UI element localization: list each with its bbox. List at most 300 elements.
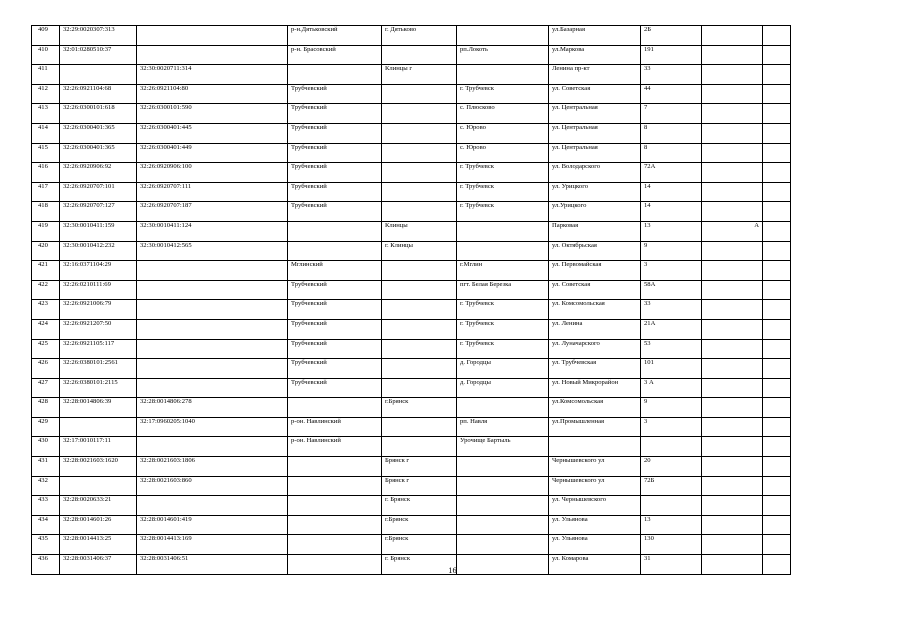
cadastral-number-cell: 32:16:0371104:29 <box>60 261 137 281</box>
cadastral-number-cell: 32:26:0300401:365 <box>60 143 137 163</box>
settlement-cell: рп. Навля <box>457 417 549 437</box>
table-row <box>32 202 791 222</box>
house-number-cell: 20 <box>641 457 702 477</box>
extra-cell <box>763 241 791 261</box>
house-number-cell: 8 <box>641 143 702 163</box>
street-cell <box>549 437 641 457</box>
cadastral-number-cell: 32:26:0920707:127 <box>60 202 137 222</box>
house-number-cell: 14 <box>641 182 702 202</box>
district-cell: Трубчевский <box>288 202 382 222</box>
building-number-cell <box>137 319 288 339</box>
building-letter-cell <box>702 123 763 143</box>
settlement-cell: г.Мглин <box>457 261 549 281</box>
building-number-cell: 32:30:0010411:124 <box>137 221 288 241</box>
building-number-cell: 32:28:0014806:278 <box>137 398 288 418</box>
street-cell: ул. Центральная <box>549 104 641 124</box>
street-cell: ул. Ульянова <box>549 515 641 535</box>
district-cell: Трубчевский <box>288 84 382 104</box>
street-cell: ул. Комарова <box>549 555 641 575</box>
building-letter-cell <box>702 476 763 496</box>
building-letter-cell <box>702 300 763 320</box>
street-cell: ул. Советская <box>549 84 641 104</box>
street-cell: ул. Володарского <box>549 163 641 183</box>
district-cell: Трубчевский <box>288 143 382 163</box>
building-letter-cell <box>702 26 763 46</box>
house-number-cell: 72А <box>641 163 702 183</box>
settlement-cell: г. Трубчевск <box>457 319 549 339</box>
registry-table-container <box>31 25 790 575</box>
settlement-cell: пгт. Белая Березка <box>457 280 549 300</box>
cadastral-number-cell: 32:26:0921207:50 <box>60 319 137 339</box>
district-cell: Трубчевский <box>288 280 382 300</box>
building-number-cell <box>137 496 288 516</box>
settlement-cell: с. Юрово <box>457 123 549 143</box>
table-row <box>32 339 791 359</box>
street-cell: ул. Центральная <box>549 123 641 143</box>
row-number-cell: 418 <box>32 202 60 222</box>
house-number-cell: 13 <box>641 221 702 241</box>
city-cell <box>382 359 457 379</box>
building-number-cell <box>137 45 288 65</box>
city-cell: Клинцы <box>382 221 457 241</box>
city-cell: г. Брянск <box>382 555 457 575</box>
building-letter-cell <box>702 359 763 379</box>
extra-cell <box>763 261 791 281</box>
row-number-cell: 410 <box>32 45 60 65</box>
house-number-cell: 33 <box>641 300 702 320</box>
table-row <box>32 163 791 183</box>
row-number-cell: 425 <box>32 339 60 359</box>
extra-cell <box>763 104 791 124</box>
building-letter-cell <box>702 457 763 477</box>
table-row <box>32 378 791 398</box>
settlement-cell: г. Трубчевск <box>457 163 549 183</box>
building-letter-cell <box>702 104 763 124</box>
settlement-cell <box>457 457 549 477</box>
table-row <box>32 496 791 516</box>
street-cell: ул.Комсомольская <box>549 398 641 418</box>
cadastral-number-cell: 32:30:0010411:159 <box>60 221 137 241</box>
row-number-cell: 412 <box>32 84 60 104</box>
house-number-cell <box>641 437 702 457</box>
row-number-cell: 433 <box>32 496 60 516</box>
table-row <box>32 535 791 555</box>
building-letter-cell <box>702 45 763 65</box>
cadastral-number-cell: 32:26:0921104:68 <box>60 84 137 104</box>
extra-cell <box>763 65 791 85</box>
table-row <box>32 437 791 457</box>
table-row <box>32 280 791 300</box>
table-row <box>32 476 791 496</box>
building-number-cell: 32:26:0300101:590 <box>137 104 288 124</box>
row-number-cell: 436 <box>32 555 60 575</box>
building-letter-cell <box>702 241 763 261</box>
row-number-cell: 420 <box>32 241 60 261</box>
house-number-cell: 7 <box>641 104 702 124</box>
cadastral-number-cell: 32:28:0014601:26 <box>60 515 137 535</box>
building-letter-cell <box>702 163 763 183</box>
street-cell: ул.Базарная <box>549 26 641 46</box>
house-number-cell: 13 <box>641 515 702 535</box>
street-cell: ул.Урицкого <box>549 202 641 222</box>
house-number-cell: 101 <box>641 359 702 379</box>
table-row <box>32 319 791 339</box>
city-cell: г. Брянск <box>382 496 457 516</box>
row-number-cell: 434 <box>32 515 60 535</box>
table-row <box>32 104 791 124</box>
settlement-cell: Урочище Бартыль <box>457 437 549 457</box>
house-number-cell: 14 <box>641 202 702 222</box>
row-number-cell: 426 <box>32 359 60 379</box>
cadastral-number-cell: 32:28:0020633:21 <box>60 496 137 516</box>
house-number-cell: 21А <box>641 319 702 339</box>
house-number-cell: 3 <box>641 417 702 437</box>
cadastral-number-cell: 32:26:0920906:92 <box>60 163 137 183</box>
city-cell <box>382 84 457 104</box>
table-row <box>32 417 791 437</box>
cadastral-number-cell: 32:26:0300101:618 <box>60 104 137 124</box>
building-letter-cell <box>702 515 763 535</box>
extra-cell <box>763 300 791 320</box>
city-cell <box>382 182 457 202</box>
city-cell: Брянск г <box>382 457 457 477</box>
row-number-cell: 423 <box>32 300 60 320</box>
settlement-cell <box>457 496 549 516</box>
city-cell: Клинцы г <box>382 65 457 85</box>
district-cell: Трубчевский <box>288 182 382 202</box>
building-number-cell: 32:26:0920707:187 <box>137 202 288 222</box>
extra-cell <box>763 535 791 555</box>
street-cell: Парковая <box>549 221 641 241</box>
street-cell: ул. Комсомольская <box>549 300 641 320</box>
building-number-cell: 32:26:0920906:100 <box>137 163 288 183</box>
row-number-cell: 432 <box>32 476 60 496</box>
settlement-cell <box>457 26 549 46</box>
extra-cell <box>763 437 791 457</box>
table-row <box>32 398 791 418</box>
street-cell: ул. Урицкого <box>549 182 641 202</box>
building-letter-cell <box>702 202 763 222</box>
row-number-cell: 428 <box>32 398 60 418</box>
district-cell: р-он. Навлинский <box>288 417 382 437</box>
cadastral-number-cell: 32:28:0014806:39 <box>60 398 137 418</box>
building-number-cell: 32:28:0031406:51 <box>137 555 288 575</box>
extra-cell <box>763 202 791 222</box>
building-number-cell <box>137 378 288 398</box>
house-number-cell: 8 <box>641 123 702 143</box>
street-cell: ул. Чернышевского <box>549 496 641 516</box>
table-body <box>32 26 791 575</box>
cadastral-number-cell: 32:26:0920707:101 <box>60 182 137 202</box>
settlement-cell: г. Трубчевск <box>457 182 549 202</box>
building-number-cell: 32:17:0960205:1040 <box>137 417 288 437</box>
building-letter-cell: А <box>702 221 763 241</box>
district-cell <box>288 398 382 418</box>
row-number-cell: 431 <box>32 457 60 477</box>
city-cell <box>382 280 457 300</box>
city-cell <box>382 300 457 320</box>
cadastral-number-cell: 32:28:0021603:1620 <box>60 457 137 477</box>
building-letter-cell <box>702 84 763 104</box>
row-number-cell: 415 <box>32 143 60 163</box>
house-number-cell: 72Б <box>641 476 702 496</box>
extra-cell <box>763 123 791 143</box>
row-number-cell: 430 <box>32 437 60 457</box>
table-row <box>32 26 791 46</box>
street-cell: ул. Центральная <box>549 143 641 163</box>
settlement-cell <box>457 535 549 555</box>
settlement-cell: г. Трубчевск <box>457 202 549 222</box>
street-cell: ул. Первомайская <box>549 261 641 281</box>
settlement-cell: г. Трубчевск <box>457 300 549 320</box>
cadastral-number-cell: 32:26:0210111:69 <box>60 280 137 300</box>
district-cell: р-н. Брасовский <box>288 45 382 65</box>
extra-cell <box>763 476 791 496</box>
street-cell: ул. Октябрьская <box>549 241 641 261</box>
building-number-cell: 32:26:0921104:80 <box>137 84 288 104</box>
district-cell <box>288 476 382 496</box>
district-cell <box>288 241 382 261</box>
city-cell <box>382 123 457 143</box>
building-letter-cell <box>702 65 763 85</box>
cadastral-number-cell <box>60 476 137 496</box>
district-cell: Трубчевский <box>288 378 382 398</box>
row-number-cell: 424 <box>32 319 60 339</box>
settlement-cell: с. Юрово <box>457 143 549 163</box>
city-cell <box>382 202 457 222</box>
building-letter-cell <box>702 417 763 437</box>
cadastral-number-cell <box>60 65 137 85</box>
row-number-cell: 417 <box>32 182 60 202</box>
row-number-cell: 427 <box>32 378 60 398</box>
cadastral-number-cell: 32:26:0300401:365 <box>60 123 137 143</box>
house-number-cell: 191 <box>641 45 702 65</box>
building-number-cell: 32:28:0014413:169 <box>137 535 288 555</box>
city-cell: г. Дятьково <box>382 26 457 46</box>
settlement-cell <box>457 241 549 261</box>
page-number: 16 <box>448 565 457 575</box>
city-cell <box>382 143 457 163</box>
district-cell <box>288 535 382 555</box>
settlement-cell: д. Городцы <box>457 359 549 379</box>
district-cell: Трубчевский <box>288 359 382 379</box>
extra-cell <box>763 339 791 359</box>
row-number-cell: 411 <box>32 65 60 85</box>
district-cell: Трубчевский <box>288 339 382 359</box>
table-row <box>32 241 791 261</box>
building-letter-cell <box>702 437 763 457</box>
table-row <box>32 359 791 379</box>
city-cell <box>382 437 457 457</box>
building-number-cell <box>137 359 288 379</box>
extra-cell <box>763 84 791 104</box>
building-number-cell: 32:28:0021603:860 <box>137 476 288 496</box>
district-cell: Трубчевский <box>288 123 382 143</box>
house-number-cell: 3 А <box>641 378 702 398</box>
street-cell: ул.Промышленная <box>549 417 641 437</box>
street-cell: Чернышевского ул <box>549 476 641 496</box>
extra-cell <box>763 457 791 477</box>
settlement-cell: д. Городцы <box>457 378 549 398</box>
settlement-cell <box>457 65 549 85</box>
district-cell: Мглинский <box>288 261 382 281</box>
house-number-cell: 44 <box>641 84 702 104</box>
row-number-cell: 435 <box>32 535 60 555</box>
building-number-cell: 32:30:0020711:314 <box>137 65 288 85</box>
table-row <box>32 261 791 281</box>
row-number-cell: 413 <box>32 104 60 124</box>
district-cell: р-он. Навлинский <box>288 437 382 457</box>
settlement-cell <box>457 515 549 535</box>
building-number-cell <box>137 26 288 46</box>
extra-cell <box>763 182 791 202</box>
table-row <box>32 221 791 241</box>
extra-cell <box>763 163 791 183</box>
street-cell: ул. Луначарского <box>549 339 641 359</box>
table-row <box>32 123 791 143</box>
building-letter-cell <box>702 378 763 398</box>
extra-cell <box>763 417 791 437</box>
settlement-cell: г. Трубчевск <box>457 339 549 359</box>
street-cell: ул. Ленина <box>549 319 641 339</box>
row-number-cell: 414 <box>32 123 60 143</box>
cadastral-number-cell: 32:26:0380101:2561 <box>60 359 137 379</box>
table-row <box>32 65 791 85</box>
extra-cell <box>763 378 791 398</box>
house-number-cell: 9 <box>641 398 702 418</box>
cadastral-number-cell: 32:26:0921105:117 <box>60 339 137 359</box>
extra-cell <box>763 280 791 300</box>
street-cell: ул. Советская <box>549 280 641 300</box>
district-cell: Трубчевский <box>288 300 382 320</box>
building-letter-cell <box>702 182 763 202</box>
building-number-cell <box>137 437 288 457</box>
cadastral-number-cell <box>60 417 137 437</box>
settlement-cell: г. Трубчевск <box>457 84 549 104</box>
city-cell <box>382 261 457 281</box>
cadastral-number-cell: 32:28:0031406:37 <box>60 555 137 575</box>
row-number-cell: 416 <box>32 163 60 183</box>
registry-table <box>31 25 791 575</box>
city-cell <box>382 319 457 339</box>
house-number-cell: 130 <box>641 535 702 555</box>
district-cell: р-н.Дятьковский <box>288 26 382 46</box>
row-number-cell: 419 <box>32 221 60 241</box>
extra-cell <box>763 221 791 241</box>
row-number-cell: 422 <box>32 280 60 300</box>
city-cell <box>382 104 457 124</box>
settlement-cell <box>457 476 549 496</box>
city-cell: г.Брянск <box>382 535 457 555</box>
building-letter-cell <box>702 339 763 359</box>
extra-cell <box>763 398 791 418</box>
table-row <box>32 300 791 320</box>
table-row <box>32 143 791 163</box>
city-cell: г.Брянск <box>382 515 457 535</box>
building-letter-cell <box>702 496 763 516</box>
city-cell <box>382 378 457 398</box>
table-row <box>32 45 791 65</box>
table-row <box>32 84 791 104</box>
city-cell <box>382 417 457 437</box>
district-cell: Трубчевский <box>288 163 382 183</box>
extra-cell <box>763 359 791 379</box>
district-cell <box>288 221 382 241</box>
building-number-cell: 32:26:0300401:445 <box>137 123 288 143</box>
city-cell: г.Брянск <box>382 398 457 418</box>
house-number-cell: 3 <box>641 261 702 281</box>
street-cell: ул. Трубчевская <box>549 359 641 379</box>
district-cell <box>288 457 382 477</box>
cadastral-number-cell: 32:26:0921006:79 <box>60 300 137 320</box>
building-number-cell: 32:26:0920707:111 <box>137 182 288 202</box>
house-number-cell: 2Б <box>641 26 702 46</box>
house-number-cell: 31 <box>641 555 702 575</box>
house-number-cell <box>641 496 702 516</box>
settlement-cell: с. Плюсково <box>457 104 549 124</box>
street-cell: ул.Маркова <box>549 45 641 65</box>
district-cell <box>288 496 382 516</box>
building-letter-cell <box>702 280 763 300</box>
house-number-cell: 53 <box>641 339 702 359</box>
building-number-cell: 32:28:0021603:1806 <box>137 457 288 477</box>
building-number-cell <box>137 280 288 300</box>
extra-cell <box>763 319 791 339</box>
street-cell: ул. Ульянова <box>549 535 641 555</box>
settlement-cell <box>457 398 549 418</box>
extra-cell <box>763 496 791 516</box>
cadastral-number-cell: 32:17:0010117:11 <box>60 437 137 457</box>
extra-cell <box>763 143 791 163</box>
city-cell <box>382 339 457 359</box>
settlement-cell: рп.Локоть <box>457 45 549 65</box>
building-letter-cell <box>702 143 763 163</box>
district-cell <box>288 65 382 85</box>
building-number-cell <box>137 261 288 281</box>
building-letter-cell <box>702 398 763 418</box>
extra-cell <box>763 45 791 65</box>
house-number-cell: 33 <box>641 65 702 85</box>
cadastral-number-cell: 32:01:0280510:37 <box>60 45 137 65</box>
row-number-cell: 421 <box>32 261 60 281</box>
city-cell <box>382 163 457 183</box>
settlement-cell <box>457 221 549 241</box>
district-cell: Трубчевский <box>288 319 382 339</box>
building-letter-cell <box>702 535 763 555</box>
cadastral-number-cell: 32:29:0020307:313 <box>60 26 137 46</box>
cadastral-number-cell: 32:30:0010412:232 <box>60 241 137 261</box>
district-cell <box>288 515 382 535</box>
city-cell: Брянск г <box>382 476 457 496</box>
cadastral-number-cell: 32:26:0380101:2115 <box>60 378 137 398</box>
building-number-cell: 32:26:0300401:449 <box>137 143 288 163</box>
district-cell: Трубчевский <box>288 104 382 124</box>
street-cell: Чернышевского ул <box>549 457 641 477</box>
extra-cell <box>763 515 791 535</box>
building-number-cell: 32:30:0010412:565 <box>137 241 288 261</box>
building-number-cell <box>137 339 288 359</box>
city-cell: г. Клинцы <box>382 241 457 261</box>
table-row <box>32 182 791 202</box>
extra-cell <box>763 26 791 46</box>
row-number-cell: 409 <box>32 26 60 46</box>
city-cell <box>382 45 457 65</box>
table-row <box>32 457 791 477</box>
house-number-cell: 58А <box>641 280 702 300</box>
building-letter-cell <box>702 319 763 339</box>
street-cell: ул. Новый Микрорайон <box>549 378 641 398</box>
house-number-cell: 9 <box>641 241 702 261</box>
